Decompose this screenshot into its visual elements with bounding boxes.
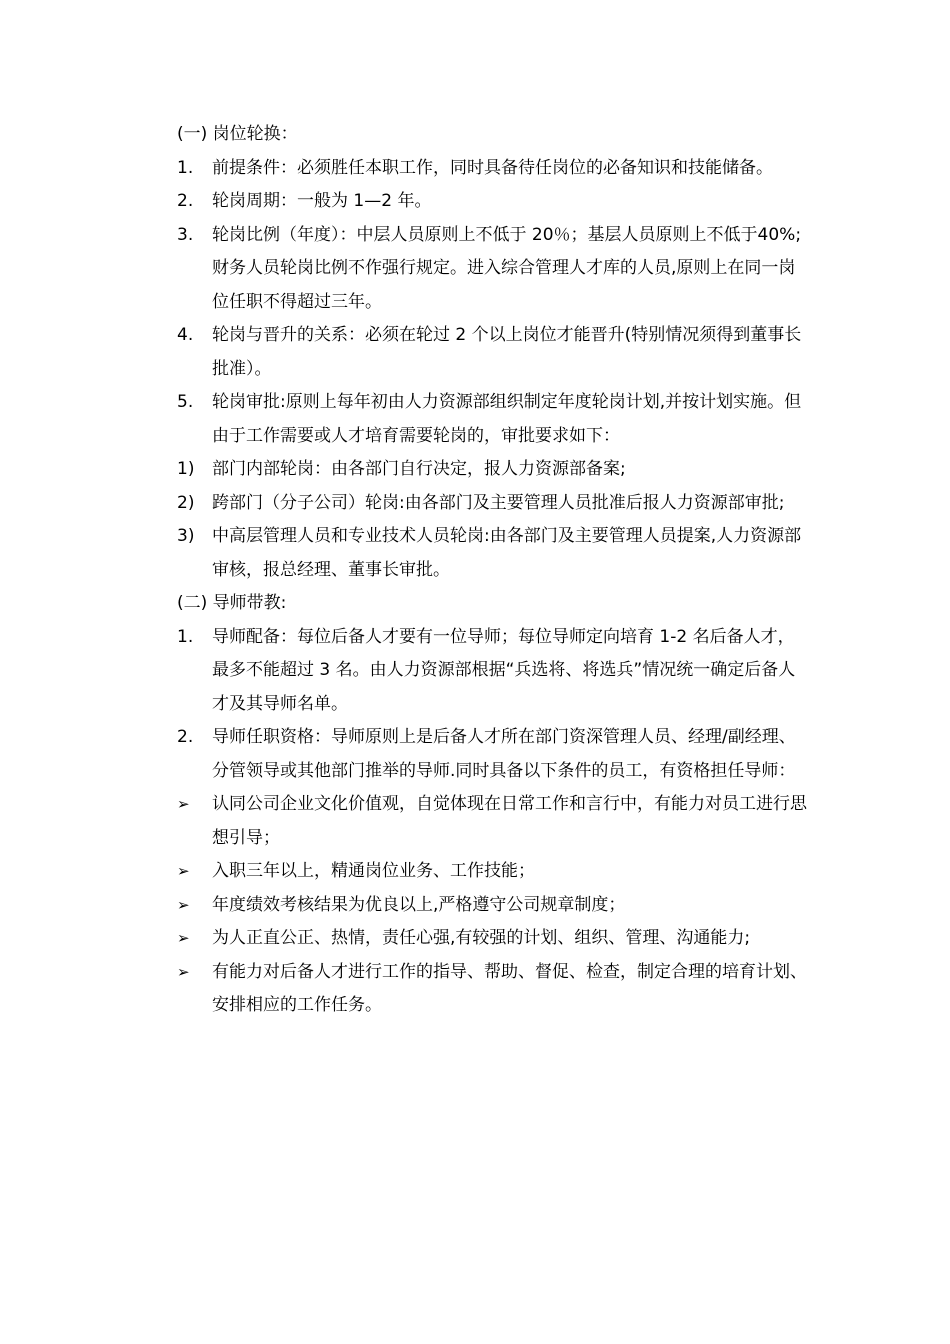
bullet-item: [177, 956, 810, 1023]
list-number: 2.: [177, 191, 194, 211]
arrow-bullet-icon: ➢: [177, 895, 190, 914]
arrow-bullet-icon: ➢: [177, 795, 190, 813]
list-item-text: 导师任职资格：导师原则上是后备人才所在部门资深管理人员、经理/副经理、分管领导或其他部门推举的导师.同时具备以下条件的员工，有资格担任导师：: [212, 727, 796, 781]
sub-list-item: [177, 487, 810, 521]
section-heading-mentoring: (二) 导师带教:: [177, 593, 287, 613]
sub-list-item-text: 跨部门（分子公司）轮岗:由各部门及主要管理人员批准后报人力资源部审批;: [212, 492, 785, 513]
arrow-bullet-icon: ➢: [177, 862, 190, 880]
bullet-item-text: 认同公司企业文化价值观，自觉体现在日常工作和言行中，有能力对员工进行思想引导；: [212, 794, 807, 848]
bullet-item: [177, 889, 810, 923]
sub-list-item-text: 中高层管理人员和专业技术人员轮岗:由各部门及主要管理人员提案,人力资源部审核，报总经理、董事长审批。: [212, 526, 802, 580]
list-item: [177, 386, 810, 453]
list-number: 1.: [177, 157, 194, 178]
sub-list-number: 3): [177, 526, 195, 546]
list-item: [177, 185, 810, 219]
sub-list-number: 2): [177, 492, 195, 513]
bullet-item: [177, 788, 810, 855]
bullet-item-text: 入职三年以上，精通岗位业务、工作技能；: [212, 861, 535, 881]
sub-list-item-text: 部门内部轮岗：由各部门自行决定，报人力资源部备案;: [212, 459, 626, 479]
list-item: [177, 152, 810, 186]
list-item: [177, 319, 810, 386]
list-item: [177, 721, 810, 788]
list-item-text: 轮岗周期：一般为 1—2 年。: [212, 191, 432, 211]
list-item: [177, 621, 810, 722]
bullet-item: [177, 922, 810, 956]
bullet-item-text: 为人正直公正、热情，责任心强,有较强的计划、组织、管理、沟通能力;: [212, 928, 751, 948]
list-number: 1.: [177, 626, 194, 647]
list-item-text: 轮岗与晋升的关系：必须在轮过 2 个以上岗位才能晋升(特别情况须得到董事长批准）。: [212, 325, 802, 379]
arrow-bullet-icon: ➢: [177, 962, 190, 981]
list-number: 5.: [177, 392, 194, 412]
sub-list-item: [177, 520, 810, 587]
list-number: 2.: [177, 727, 194, 747]
bullet-item-text: 有能力对后备人才进行工作的指导、帮助、督促、检查，制定合理的培育计划、安排相应的工作任务。: [212, 961, 807, 1015]
list-item-text: 前提条件：必须胜任本职工作，同时具备待任岗位的必备知识和技能储备。: [212, 157, 773, 178]
list-item-text: 导师配备：每位后备人才要有一位导师；每位导师定向培育 1-2 名后备人才，最多不能超过 3 名。由人力资源部根据“兵选将、将选兵”情况统一确定后备人才及其导师名单。: [212, 626, 796, 714]
sub-list-number: 1): [177, 459, 195, 479]
list-number: 4.: [177, 325, 194, 345]
section-heading-job-rotation: (一) 岗位轮换：: [177, 124, 298, 144]
list-number: 3.: [177, 224, 194, 245]
list-item-text: 轮岗审批:原则上每年初由人力资源部组织制定年度轮岗计划,并按计划实施。但由于工作需要或人才培育需要轮岗的，审批要求如下：: [212, 392, 802, 446]
document-body: [177, 118, 810, 1023]
list-item: [177, 219, 810, 320]
list-item-text: 轮岗比例（年度）：中层人员原则上不低于 20％；基层人员原则上不低于40%;财务人员轮岗比例不作强行规定。进入综合管理人才库的人员,原则上在同一岗位任职不得超过三年。: [212, 224, 802, 312]
arrow-bullet-icon: ➢: [177, 929, 190, 947]
bullet-item: [177, 855, 810, 889]
sub-list-item: [177, 453, 810, 487]
bullet-item-text: 年度绩效考核结果为优良以上,严格遵守公司规章制度；: [212, 894, 626, 915]
